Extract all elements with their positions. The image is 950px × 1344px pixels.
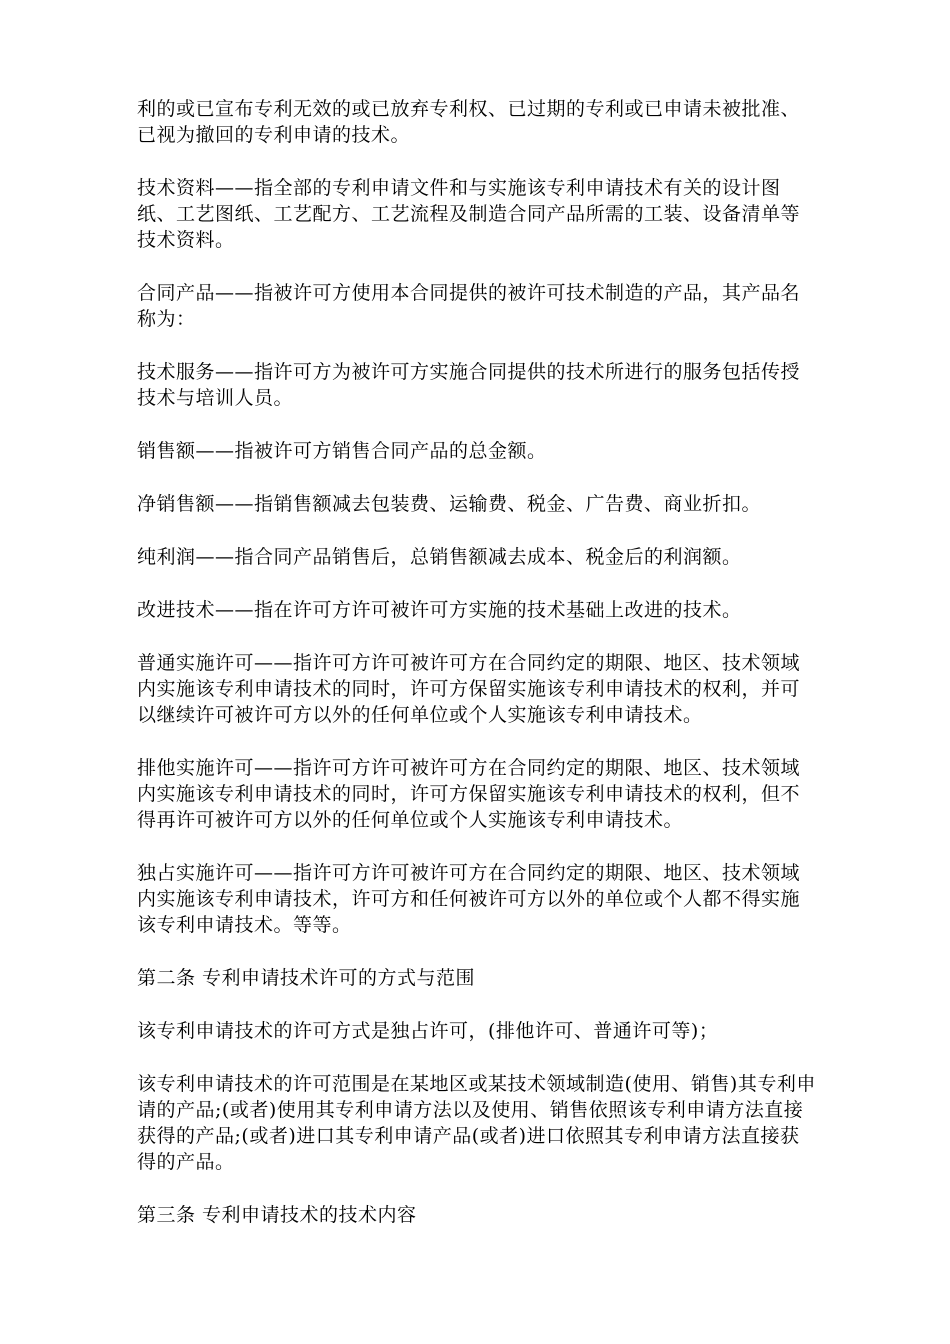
paragraph-net-profit: 纯利润——指合同产品销售后，总销售额减去成本、税金后的利润额。 bbox=[137, 546, 742, 568]
section-heading-article-3: 第三条 专利申请技术的技术内容 bbox=[137, 1204, 417, 1226]
paragraph-ordinary-license: 普通实施许可——指许可方许可被许可方在合同约定的期限、地区、技术领域内实施该专利申请技术的同时，许可方保留实施该专利申请技术的权利，并可以继续许可被许可方以外的任何单位或个人实施该专利申请技术。 bbox=[137, 652, 801, 726]
paragraph-contract-product: 合同产品——指被许可方使用本合同提供的被许可技术制造的产品，其产品名称为： bbox=[137, 282, 801, 330]
section-heading-article-2: 第二条 专利申请技术许可的方式与范围 bbox=[137, 967, 476, 989]
paragraph-improved-technology: 改进技术——指在许可方许可被许可方实施的技术基础上改进的技术。 bbox=[137, 599, 742, 621]
paragraph-sales-amount: 销售额——指被许可方销售合同产品的总金额。 bbox=[137, 440, 547, 462]
paragraph-exclusive-license: 排他实施许可——指许可方许可被许可方在合同约定的期限、地区、技术领域内实施该专利申请技术的同时，许可方保留实施该专利申请技术的权利，但不得再许可被许可方以外的任何单位或个人实施该专利申请技术。 bbox=[137, 757, 801, 831]
paragraph-invalid-patent-definition: 利的或已宣布专利无效的或已放弃专利权、已过期的专利或已申请未被批准、已视为撤回的专利申请的技术。 bbox=[137, 98, 801, 146]
paragraph-technical-materials: 技术资料——指全部的专利申请文件和与实施该专利申请技术有关的设计图纸、工艺图纸、工艺配方、工艺流程及制造合同产品所需的工装、设备清单等技术资料。 bbox=[137, 177, 801, 251]
paragraph-net-sales: 净销售额——指销售额减去包装费、运输费、税金、广告费、商业折扣。 bbox=[137, 493, 762, 515]
document-body bbox=[137, 96, 817, 1255]
paragraph-technical-service: 技术服务——指许可方为被许可方实施合同提供的技术所进行的服务包括传授技术与培训人员。 bbox=[137, 361, 801, 409]
paragraph-license-method: 该专利申请技术的许可方式是独占许可，(排他许可、普通许可等)； bbox=[137, 1020, 719, 1042]
paragraph-license-scope: 该专利申请技术的许可范围是在某地区或某技术领域制造(使用、销售)其专利申请的产品;(或者)使用其专利申请方法以及使用、销售依照该专利申请方法直接获得的产品;(或者)进口其专利申请产品(或者)进口依照其专利申请方法直接获得的产品。 bbox=[137, 1073, 816, 1173]
paragraph-sole-license: 独占实施许可——指许可方许可被许可方在合同约定的期限、地区、技术领域内实施该专利申请技术，许可方和任何被许可方以外的单位或个人都不得实施该专利申请技术。等等。 bbox=[137, 862, 801, 936]
